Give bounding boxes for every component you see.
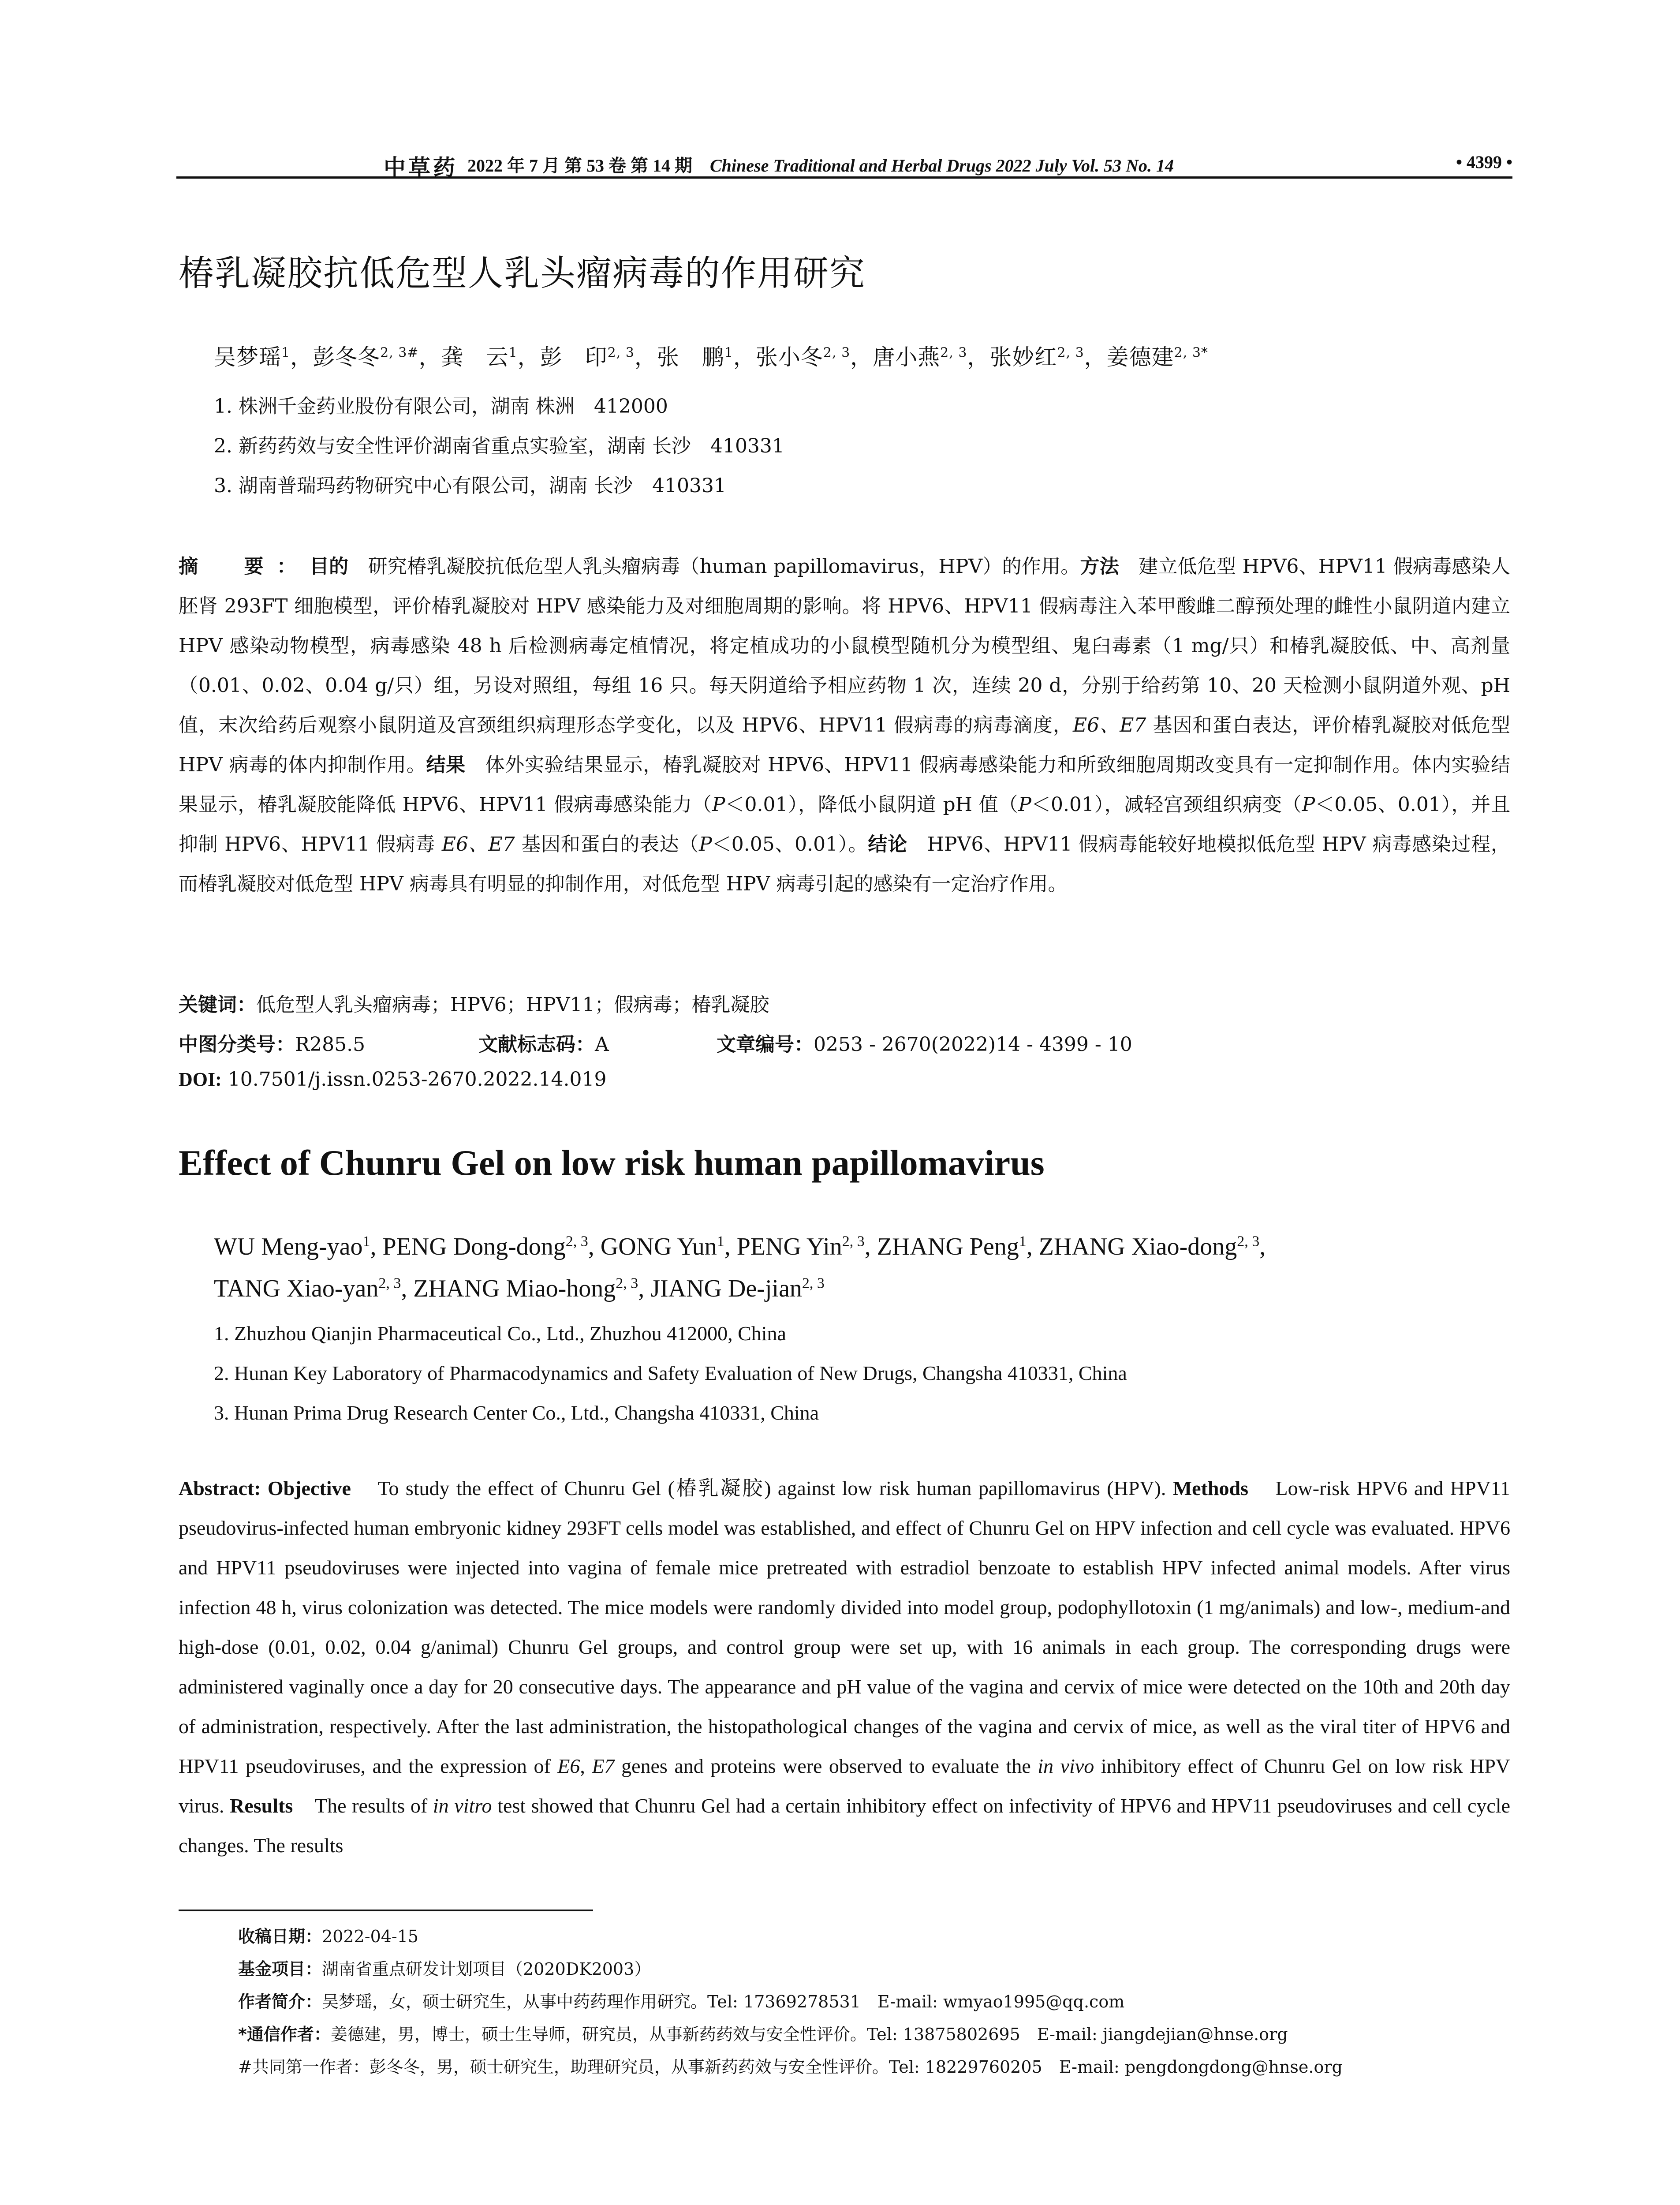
classification-line [179,1028,1132,1057]
keywords [179,989,769,1017]
received-label: 收稿日期： [238,1927,322,1946]
in-vitro: in vitro [433,1794,492,1817]
author-name: 吴梦瑶 [214,344,281,370]
affiliation-en-3: 3. Hunan Prima Drug Research Center Co., Ltd., Changsha 410331, China [214,1401,819,1424]
fund-label: 基金项目： [238,1959,322,1979]
page-number: • 4399 • [1456,152,1512,172]
doc-value: A [595,1033,609,1056]
p-value: P [1302,793,1315,816]
author-affiliation-mark: 1 [508,345,518,361]
author [650,1275,825,1302]
author [756,344,850,370]
objective-text: 研究椿乳凝胶抗低危型人乳头瘤病毒（human papillomavirus，HPV）的作用。 [368,555,1080,578]
author [413,1275,638,1302]
author-name: PENG Dong-dong [382,1233,566,1260]
document-code [478,1028,717,1057]
results-text-3: ＜0.01），减轻宫颈组织病变（ [1031,793,1302,816]
results-text-en: The results of [315,1794,433,1817]
footnote-fund [238,1955,651,1980]
affiliation-en-1: 1. Zhuzhou Qianjin Pharmaceutical Co., Ltd., Zhuzhou 412000, China [214,1322,786,1345]
results-text-4: ＜0.05、0.01），并且抑制 HPV6、HPV11 假病毒 [179,793,1510,856]
p-value: P [1018,793,1032,816]
author-affiliation-mark: 1 [362,1233,370,1250]
author-name: JIANG De-jian [650,1275,802,1302]
gene-e6: E6 [557,1755,580,1777]
methods-text: 建立低危型 HPV6、HPV11 假病毒感染人胚肾 293FT 细胞模型，评价椿乳凝胶对 HPV 感染能力及对细胞周期的影响。将 HPV6、HPV11 假病毒注入苯甲酸雌二醇预处理的雌性小鼠阴道内建立 HPV 感染动物模型，病毒感染 48 h 后检测病毒定植情况，将定植成功的小鼠模型随机分为模型组、鬼臼毒素（1 mg/只）和椿乳凝胶低、中、高剂量（0.01、0.02、0.04 g/只）组，另设对照组，每组 16 只。每天阴道给予相应药物 1 次，连续 20 d，分别于给药第 10、20 天检测小鼠阴道外观、pH 值，末次给药后观察小鼠阴道及宫颈组织病理形态学变化，以及 HPV6、HPV11 假病毒的病毒滴度， [179,555,1510,736]
author-affiliation-mark: 2, 3# [380,345,419,361]
title-english: Effect of Chunru Gel on low risk human papillomavirus [179,1143,1045,1183]
article-label: 文章编号： [717,1033,814,1056]
results-text-en-2: test showed that Chunru Gel had a certain inhibitory effect on infectivity of HPV6 and HPV11 pseudoviruses and cell cycle changes. The results [179,1794,1511,1857]
author [989,344,1084,370]
authors-english-line-1: WU Meng-yao$^1$, PENG Dong-dong$^{2, 3}$, GONG Yun$^1$, PENG Yin$^{2, 3}$, ZHANG Peng$^1$, ZHANG Xiao-dong$^{2, 3}$, [214,1233,1266,1260]
methods-text-en-3: inhibitory effect of Chunru Gel on low risk HPV virus. [179,1755,1511,1817]
author [313,344,418,370]
conclusion-label: 结论 [868,833,907,856]
results-label: 结果 [426,754,466,776]
affiliation-cn-2: 2. 新药药效与安全性评价湖南省重点实验室，湖南 长沙 410331 [214,435,784,457]
author-affiliation-mark: 2, 3 [616,1275,638,1292]
article-value: 0253 - 2670(2022)14 - 4399 - 10 [814,1033,1132,1056]
footnote-received [238,1923,418,1947]
doi-line [179,1068,606,1091]
clc-value: R285.5 [295,1033,366,1056]
methods-text-en: Low-risk HPV6 and HPV11 pseudovirus-infected human embryonic kidney 293FT cells model was established, and effect of Chunru Gel on HPV infection and cell cycle was evaluated. HPV6 and HPV11 pseudoviruses were injected into vagina of female mice pretreated with estradiol benzoate to establish HPV infected animal models. After virus infection 48 h, virus colonization was detected. The mice models were randomly divided into model group, podophyllotoxin (1 mg/animals) and low-, medium-and high-dose (0.01, 0.02, 0.04 g/animal) Chunru Gel groups, and control group were set up, with 16 animals in each group. The corresponding drugs were administered vaginally once a day for 20 consecutive days. The appearance and pH value of the vagina and cervix of mice were detected on the 10th and 20th day of administration, respectively. After the last administration, the histopathological changes of the vagina and cervix of mice, as well as the viral titer of HPV6 and HPV11 pseudoviruses, and the expression of [179,1477,1510,1777]
in-vivo: in vivo [1038,1755,1094,1777]
doi-value[interactable]: 10.7501/j.issn.0253-2670.2022.14.019 [228,1068,607,1091]
bio-value: 吴梦瑶，女，硕士研究生，从事中药药理作用研究。Tel: 17369278531 E-mail: wmyao1995@qq.com [322,1992,1125,2011]
author-name: GONG Yun [600,1233,717,1260]
author-affiliation-mark: 1 [724,345,733,361]
author-name: 唐小燕 [873,344,941,370]
author-name: 张小冬 [755,344,823,370]
author-name: WU Meng-yao [214,1233,363,1260]
author-name: 龚 云 [441,344,509,370]
results-text-2: ＜0.01），降低小鼠阴道 pH 值（ [725,793,1019,816]
abstract-chinese [179,547,1510,904]
author-affiliation-mark: 2, 3 [802,1275,825,1292]
results-label-en: Results [230,1794,293,1817]
keywords-label: 关键词： [179,994,256,1016]
objective-text-en: To study the effect of Chunru Gel (椿乳凝胶) against low risk human papillomavirus (HPV). [377,1477,1166,1499]
author-name: ZHANG Miao-hong [413,1275,616,1302]
footnote-rule [179,1910,593,1911]
affiliation-en-2: 2. Hunan Key Laboratory of Pharmacodynamics and Safety Evaluation of New Drugs, Changsha 410331, China [214,1362,1127,1384]
corresponding-value: 姜德建，男，博士，硕士生导师，研究员，从事新药药效与安全性评价。Tel: 13875802695 E-mail: jiangdejian@hnse.org [330,2025,1288,2044]
author [441,344,517,370]
article-number [717,1028,1132,1057]
issue-cn: 2022 年 7 月 第 53 卷 第 14 期 [467,156,692,176]
methods-label: 方法 [1080,555,1120,578]
author [214,1275,401,1302]
abstract-objective-label: Abstract: Objective [179,1477,351,1499]
methods-text-2: 基因和蛋白表达，评价椿乳凝胶对低危型 HPV 病毒的体内抑制作用。 [179,714,1510,776]
author-affiliation-mark: 2, 3 [607,345,635,361]
header-rule [176,176,1512,179]
footnote-corresponding [238,2021,1288,2045]
affiliation-cn-3: 3. 湖南普瑞玛药物研究中心有限公司，湖南 长沙 410331 [214,475,726,497]
fund-value: 湖南省重点研发计划项目（2020DK2003） [322,1959,651,1979]
author [540,344,635,370]
corresponding-label: *通信作者： [238,2025,331,2044]
author-affiliation-mark: 2, 3* [1174,345,1208,361]
title-chinese: 椿乳凝胶抗低危型人乳头瘤病毒的作用研究 [179,253,866,294]
author [737,1233,865,1260]
author-affiliation-mark: 2, 3 [842,1233,865,1250]
abstract-english [179,1469,1510,1865]
author-affiliation-mark: 2, 3 [940,345,967,361]
received-value: 2022-04-15 [322,1927,419,1946]
footnote-author-bio [238,1988,1124,2012]
gene-e7: E7 [592,1755,615,1777]
author [877,1233,1027,1260]
methods-text-en-2: genes and proteins were observed to evaluate the [614,1755,1038,1777]
results-text: 体外实验结果显示，椿乳凝胶对 HPV6、HPV11 假病毒感染能力和所致细胞周期改变具有一定抑制作用。体内实验结果显示，椿乳凝胶能降低 HPV6、HPV11 假病毒感染能力（ [179,754,1510,816]
objective-label: 目的 [309,555,349,578]
authors-english-line-2: TANG Xiao-yan$^{2, 3}$, ZHANG Miao-hong$^{2, 3}$, JIANG De-jian$^{2, 3}$ [214,1275,825,1302]
author-affiliation-mark: 2, 3 [378,1275,401,1292]
p-value: P [699,833,712,856]
author-name: 张 鹏 [657,344,724,370]
keywords-value: 低危型人乳头瘤病毒；HPV6；HPV11；假病毒；椿乳凝胶 [256,994,769,1016]
author [214,1233,370,1260]
author [657,344,733,370]
journal-masthead: 中草药 [384,155,458,180]
methods-sep: , [580,1755,592,1777]
author-affiliation-mark: 2, 3 [1057,345,1084,361]
author-affiliation-mark: 2, 3 [1237,1233,1260,1250]
author [601,1233,724,1260]
issue-info [467,152,1174,177]
author [1107,344,1208,370]
author-name: PENG Yin [736,1233,842,1260]
abstract-label: 摘 要： [179,555,310,578]
author [1039,1233,1259,1260]
authors-chinese: 吴梦瑶$^1$，彭冬冬$^{2, 3\#}$，龚 云$^1$，彭 印$^{2, 3}$，张 鹏$^1$，张小冬$^{2, 3}$，唐小燕$^{2, 3}$，张妙红$^{2, 3}$，姜德建$^{2, 3*}$ [214,344,1208,370]
affiliation-cn-1: 1. 株洲千金药业股份有限公司，湖南 株洲 412000 [214,395,668,418]
author-name: TANG Xiao-yan [214,1275,379,1302]
p-value: P [712,793,725,816]
author-affiliation-mark: 2, 3 [565,1233,588,1250]
bio-label: 作者简介： [238,1992,322,2011]
clc-label: 中图分类号： [179,1033,295,1056]
author-affiliation-mark: 1 [281,345,291,361]
results-text-6: ＜0.05、0.01）。 [712,833,868,856]
author [214,344,290,370]
author-affiliation-mark: 1 [1019,1233,1027,1250]
methods-label-en: Methods [1172,1477,1248,1499]
author-name: 彭 印 [540,344,608,370]
author-name: ZHANG Xiao-dong [1038,1233,1237,1260]
clc-code [179,1028,478,1057]
genes-italic: E6、E7 [441,833,515,856]
doi-label: DOI: [179,1069,222,1090]
doc-label: 文献标志码： [478,1033,595,1056]
footnote-co-first [238,2053,1343,2078]
author-affiliation-mark: 2, 3 [823,345,851,361]
author-name: 张妙红 [989,344,1057,370]
author-name: 姜德建 [1106,344,1174,370]
genes-italic: E6、E7 [1073,714,1146,736]
author-name: ZHANG Peng [877,1233,1019,1260]
author [382,1233,588,1260]
author [873,344,967,370]
co-first-value: #共同第一作者：彭冬冬，男，硕士研究生，助理研究员，从事新药药效与安全性评价。Tel: 18229760205 E-mail: pengdongdong@hnse.org [238,2057,1343,2077]
author-affiliation-mark: 1 [717,1233,724,1250]
author-name: 彭冬冬 [313,344,381,370]
conclusion-text: HPV6、HPV11 假病毒能较好地模拟低危型 HPV 病毒感染过程，而椿乳凝胶对低危型 HPV 病毒具有明显的抑制作用，对低危型 HPV 病毒引起的感染有一定治疗作用。 [179,833,1511,895]
running-header [176,132,1512,180]
results-text-5: 基因和蛋白的表达（ [515,833,699,856]
journal-name-en: Chinese Traditional and Herbal Drugs 2022 July Vol. 53 No. 14 [710,156,1174,176]
